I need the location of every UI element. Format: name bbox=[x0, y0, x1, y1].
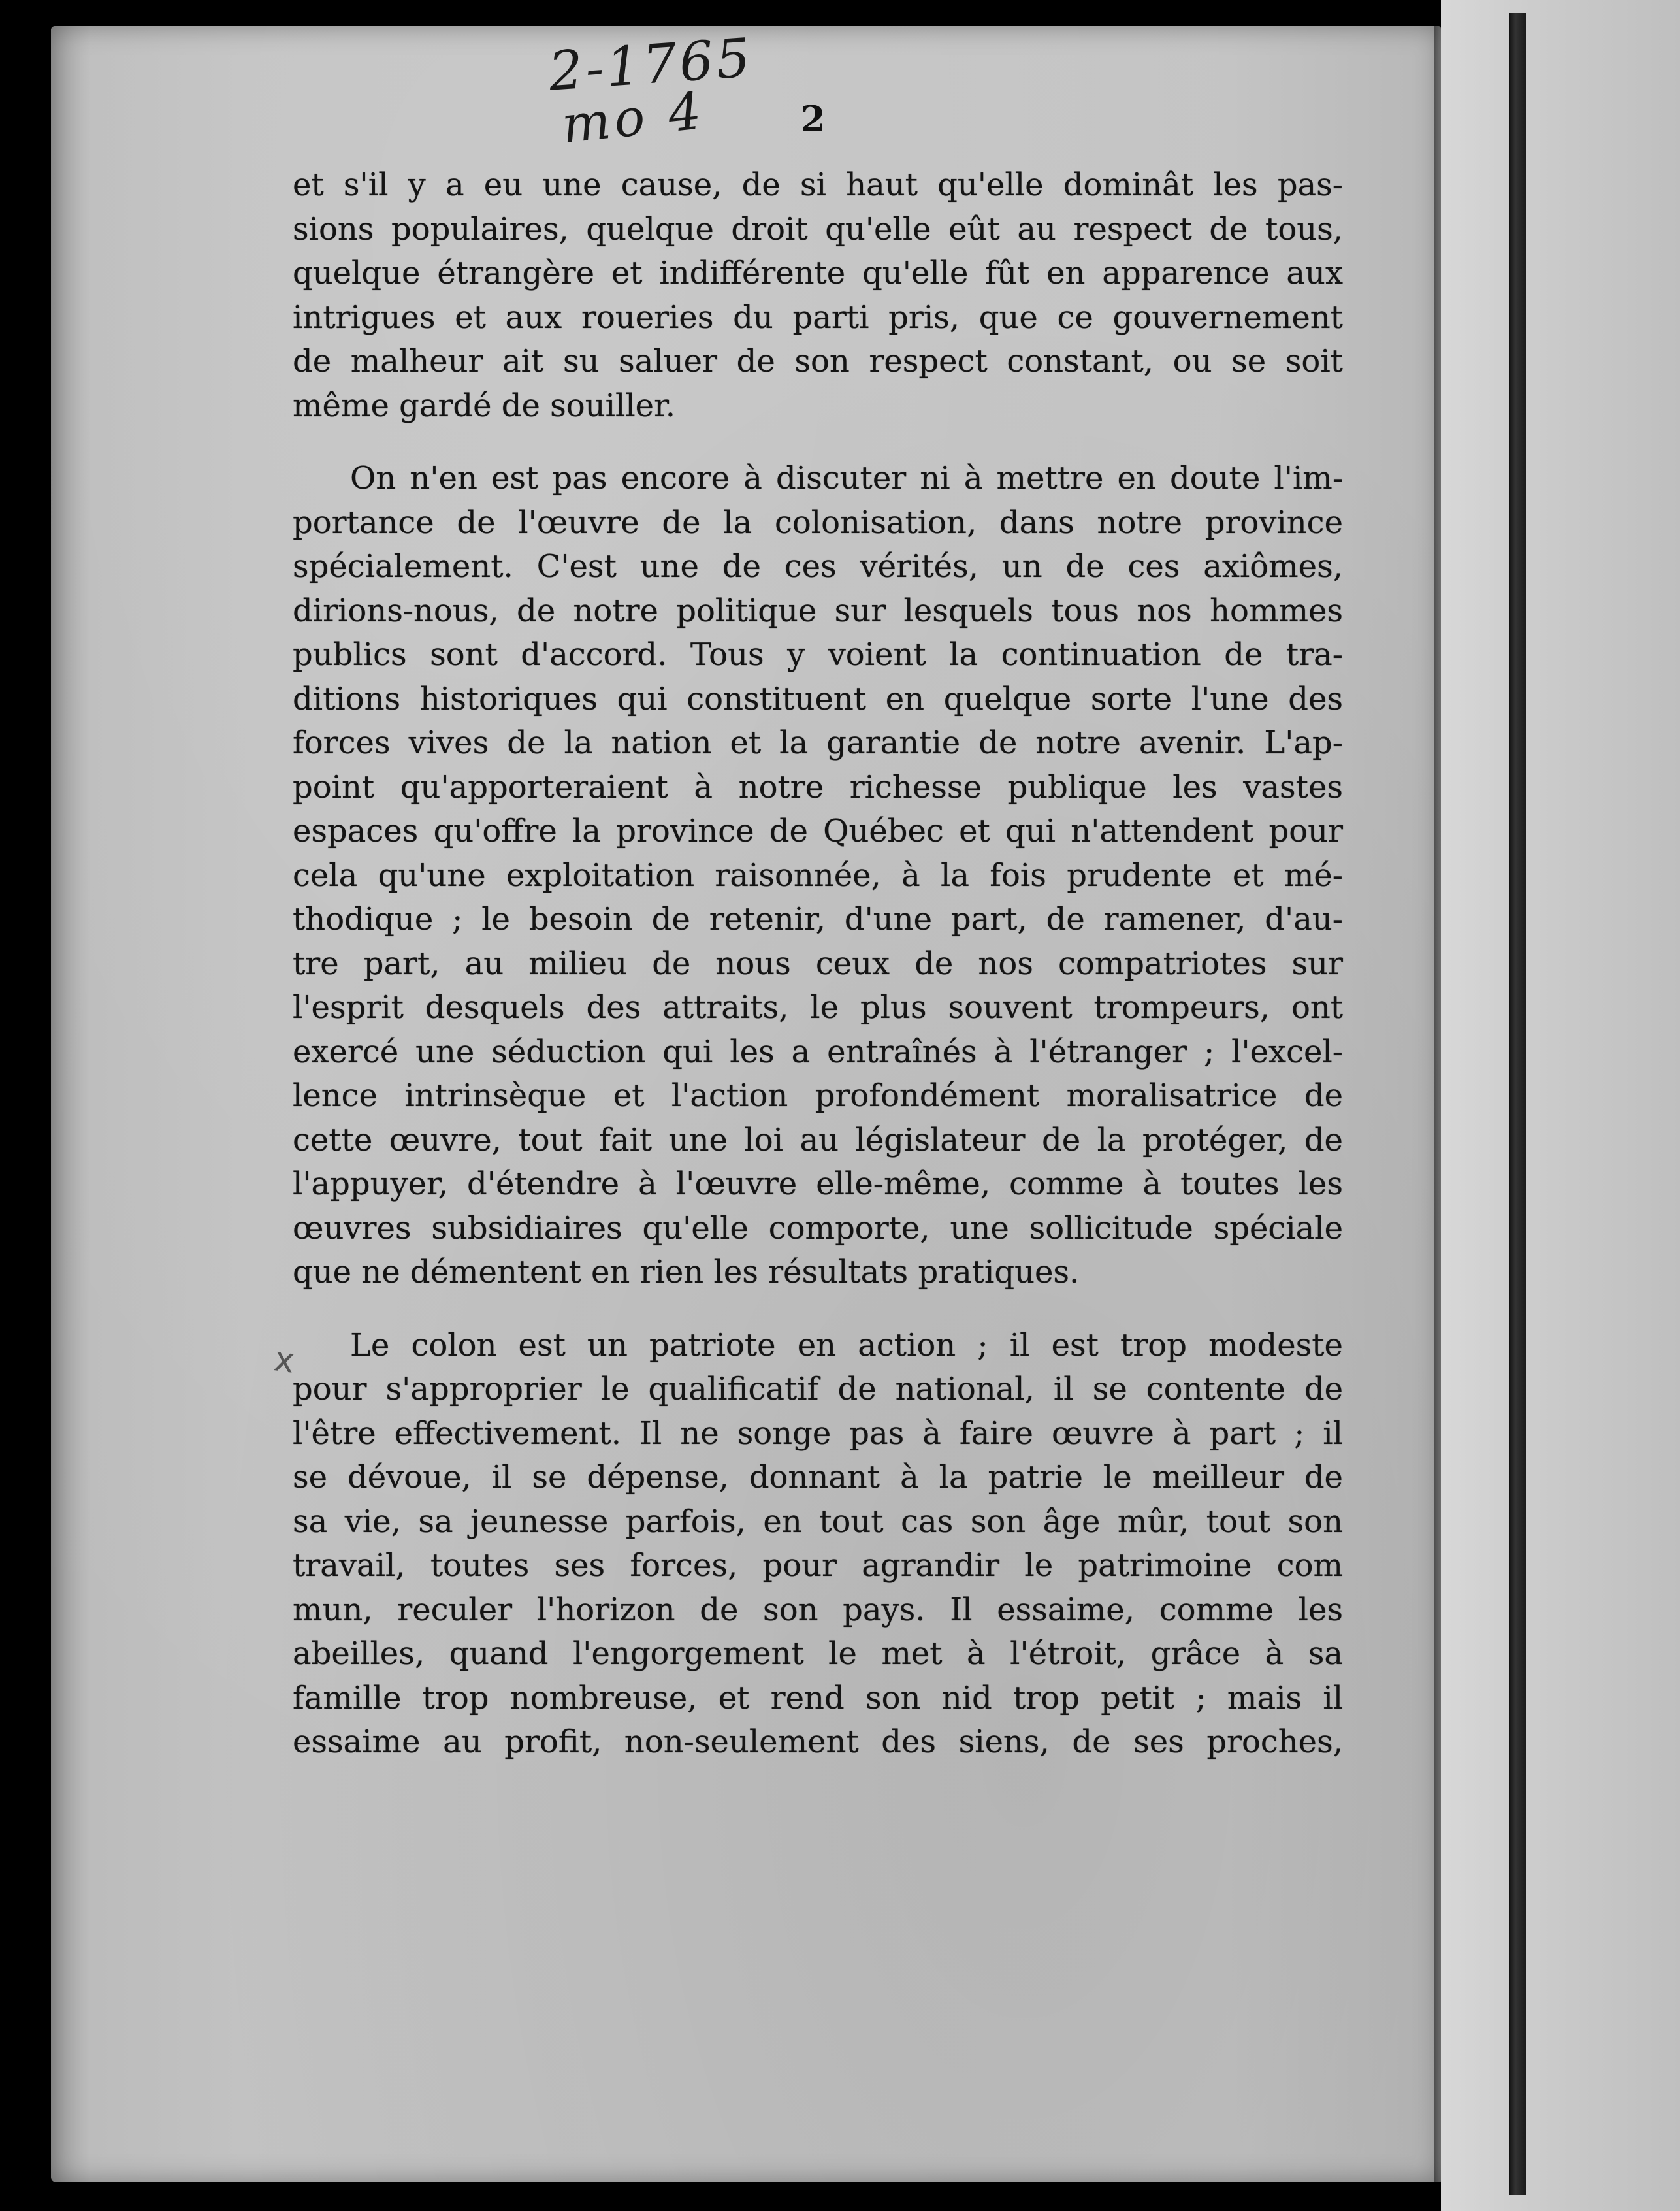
paragraph-1 bbox=[293, 163, 1343, 428]
text-line: sa vie, sa jeunesse parfois, en tout cas son âge mûr, tout son bbox=[293, 1503, 1343, 1540]
text-line: œuvres subsidiaires qu'elle comporte, une sollicitude spéciale bbox=[293, 1209, 1344, 1247]
paragraph-3 bbox=[293, 1324, 1343, 1765]
text-line: sions populaires, quelque droit qu'elle eût au respect de tous, bbox=[293, 210, 1344, 248]
text-line: portance de l'œuvre de la colonisation, dans notre province bbox=[293, 504, 1343, 541]
text-line: intrigues et aux roueries du parti pris, que ce gouvernement bbox=[293, 299, 1343, 336]
text-line: essaime au profit, non-seulement des siens, de ses proches, bbox=[293, 1724, 1343, 1760]
adjacent-page-margin bbox=[1441, 0, 1680, 2211]
text-line: abeilles, quand l'engorgement le met à l'étroit, grâce à sa bbox=[293, 1635, 1344, 1672]
text-line: point qu'apporteraient à notre richesse publique les vastes bbox=[293, 768, 1343, 806]
text-line: et s'il y a eu une cause, de si haut qu'elle dominât les pas- bbox=[293, 167, 1344, 203]
text-line: tre part, au milieu de nous ceux de nos compatriotes sur bbox=[293, 945, 1343, 982]
text-line: se dévoue, il se dépense, donnant à la patrie le meilleur de bbox=[293, 1459, 1343, 1496]
text-line: ditions historiques qui constituent en quelque sorte l'une des bbox=[293, 680, 1343, 717]
text-line: espaces qu'offre la province de Québec et qui n'attendent pour bbox=[293, 813, 1343, 849]
text-line: cela qu'une exploitation raisonnée, à la fois prudente et mé- bbox=[293, 857, 1344, 894]
text-line: que ne démentent en rien les résultats pratiques. bbox=[293, 1254, 1080, 1290]
text-line: mun, reculer l'horizon de son pays. Il essaime, comme les bbox=[293, 1591, 1343, 1628]
text-line: spécialement. C'est une de ces vérités, un de ces axiômes, bbox=[293, 548, 1343, 585]
binding-edge bbox=[1509, 13, 1526, 2195]
text-line: publics sont d'accord. Tous y voient la continuation de tra- bbox=[293, 636, 1343, 673]
text-line: quelque étrangère et indifférente qu'elle fût en apparence aux bbox=[293, 255, 1344, 291]
handwritten-shelf-mark bbox=[547, 27, 755, 156]
text-line: pour s'approprier le qualificatif de national, il se contente de bbox=[293, 1371, 1343, 1407]
text-line: exercé une séduction qui les a entraînés à l'étranger ; l'excel- bbox=[293, 1033, 1343, 1070]
paragraph-2 bbox=[293, 457, 1343, 1295]
text-line: l'être effectivement. Il ne songe pas à faire œuvre à part ; il bbox=[293, 1415, 1343, 1452]
page-number: 2 bbox=[801, 98, 826, 140]
shelf-mark-line-1: 2-1765 bbox=[547, 27, 755, 103]
text-line: On n'en est pas encore à discuter ni à mettre en doute l'im- bbox=[350, 460, 1344, 497]
text-line: travail, toutes ses forces, pour agrandir le patrimoine com bbox=[293, 1547, 1343, 1584]
text-line: l'esprit desquels des attraits, le plus souvent trompeurs, ont bbox=[293, 989, 1344, 1026]
text-line: lence intrinsèque et l'action profondément moralisatrice de bbox=[293, 1077, 1343, 1114]
text-line: cette œuvre, tout fait une loi au législateur de la protéger, de bbox=[293, 1121, 1343, 1158]
body-text bbox=[293, 163, 1343, 1765]
text-line: dirions-nous, de notre politique sur lesquels tous nos hommes bbox=[293, 592, 1344, 629]
text-line: de malheur ait su saluer de son respect constant, ou se soit bbox=[293, 343, 1343, 380]
text-line: Le colon est un patriote en action ; il est trop modeste bbox=[350, 1326, 1343, 1364]
text-line: même gardé de souiller. bbox=[293, 387, 676, 424]
text-line: l'appuyer, d'étendre à l'œuvre elle-même, comme à toutes les bbox=[293, 1166, 1343, 1202]
shelf-mark-line-2: mo 4 bbox=[558, 81, 708, 156]
text-line: thodique ; le besoin de retenir, d'une part, de ramener, d'au- bbox=[293, 901, 1343, 938]
text-line: forces vives de la nation et la garantie de notre avenir. L'ap- bbox=[293, 725, 1343, 761]
text-line: famille trop nombreuse, et rend son nid trop petit ; mais il bbox=[293, 1679, 1344, 1716]
margin-pencil-mark: x bbox=[271, 1339, 297, 1381]
